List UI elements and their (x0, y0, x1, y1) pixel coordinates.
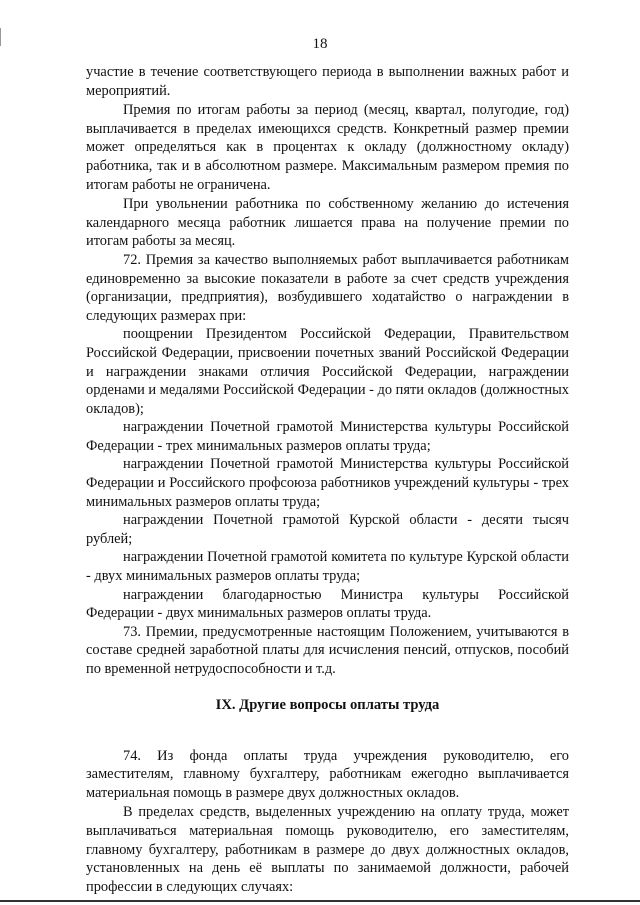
paragraph-item-73: 73. Премии, предусмотренные настоящим Положением, учитываются в составе средней заработной платы для исчисления пенсий, отпусков, пособий по временной нетрудоспособности и т.д. (86, 623, 569, 677)
paragraph-item-74: 74. Из фонда оплаты труда учреждения руководителю, его заместителям, главному бухгалтеру, работникам ежегодно выплачивается материальная помощь в размере двух должностных окладов. (86, 747, 569, 801)
list-item: поощрении Президентом Российской Федерации, Правительством Российской Федерации, присвоении почетных званий Российской Федерации и награждении знаками отличия Российской Федерации, награждении орденами и медалями Российской Федерации - до пяти окладов (должностных окладов); (86, 326, 569, 417)
paragraph: участие в течение соответствующего периода в выполнении важных работ и мероприятий. (86, 64, 569, 99)
list-item: награждении Почетной грамотой комитета по культуре Курской области - двух минимальных размеров оплаты труда; (86, 549, 569, 585)
paragraph: Премия по итогам работы за период (месяц, квартал, полугодие, год) выплачивается в пределах имеющихся средств. Конкретный размер премии может определяться как в процентах к окладу (должностному окладу) работника, так и в абсолютном размере. Максимальным размером премия по итогам работы не ограничена. (86, 102, 569, 193)
section-heading: IX. Другие вопросы оплаты труда (215, 696, 440, 713)
bottom-rule (0, 900, 640, 902)
list-item: награждении благодарностью Министра культуры Российской Федерации - двух минимальных размеров оплаты труда. (86, 586, 569, 622)
paragraph: В пределах средств, выделенных учреждению на оплату труда, может выплачиваться материальная помощь руководителю, его заместителям, главному бухгалтеру, работникам в размере до двух должностных окладов, установленных на день её выплаты по занимаемой должности, рабочей профессии в следующих случаях: (86, 804, 569, 895)
list-item: награждении Почетной грамотой Министерства культуры Российской Федерации и Российского профсоюза работников учреждений культуры - трех минимальных размеров оплаты труда; (86, 456, 569, 510)
page-number: 18 (312, 36, 328, 52)
list-item: награждении Почетной грамотой Министерства культуры Российской Федерации - трех минимальных размеров оплаты труда; (86, 419, 569, 454)
paragraph: При увольнении работника по собственному желанию до истечения календарного месяца работник лишается права на получение премии по итогам работы за месяц. (86, 196, 569, 250)
document-body (86, 63, 569, 896)
list-item: награждении Почетной грамотой Курской области - десяти тысяч рублей; (86, 512, 569, 547)
paragraph-item-72: 72. Премия за качество выполняемых работ выплачивается работникам единовременно за высокие показатели в работе за счет средств учреждения (организации, предприятия), возбудившего ходатайство о награждении в следующих размерах при: (86, 251, 569, 324)
